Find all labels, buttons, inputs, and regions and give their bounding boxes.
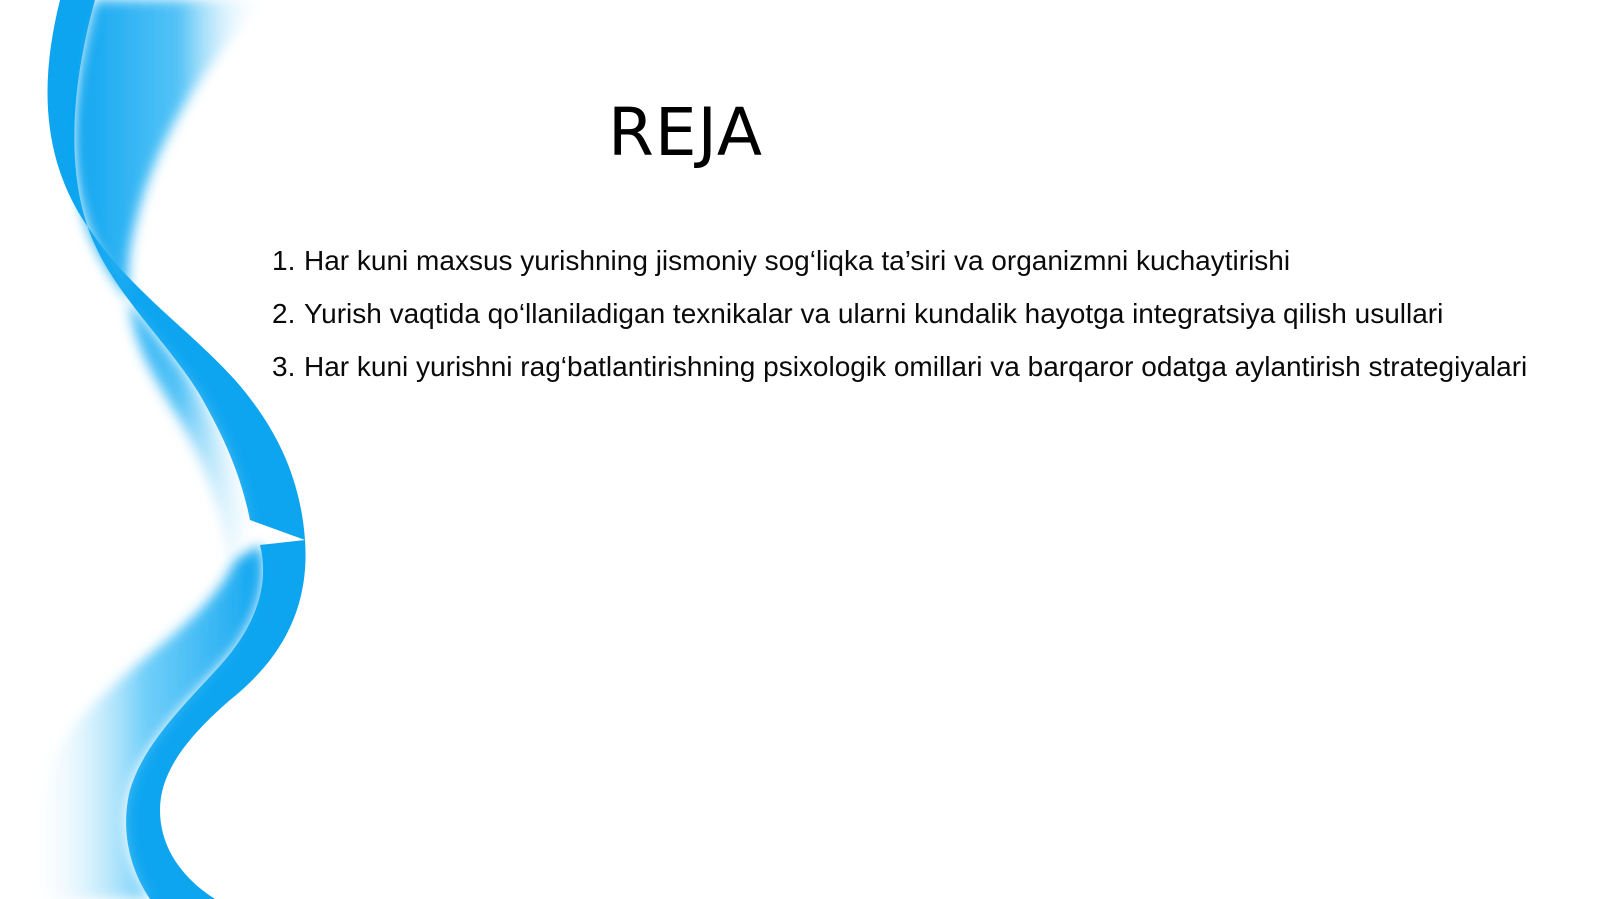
list-item-text: Yurish vaqtida qo‘llaniladigan texnikalar va ularni kundalik hayotga integratsiya qilish usullari [304, 298, 1444, 329]
list-item-number: 2. [272, 298, 296, 329]
list-item-text: Har kuni maxsus yurishning jismoniy sog‘liqka ta’siri va organizmni kuchaytirishi [304, 245, 1291, 276]
decorative-wave [0, 0, 420, 899]
slide-title: REJA [608, 94, 764, 171]
list-item [272, 243, 1562, 279]
list-item [272, 349, 1562, 385]
list-item-number: 3. [272, 351, 296, 382]
plan-list [272, 243, 1562, 402]
list-item-text: Har kuni yurishni rag‘batlantirishning psixologik omillari va barqaror odatga aylantirish strategiyalari [304, 351, 1528, 382]
list-item [272, 296, 1562, 332]
list-item-number: 1. [272, 245, 296, 276]
